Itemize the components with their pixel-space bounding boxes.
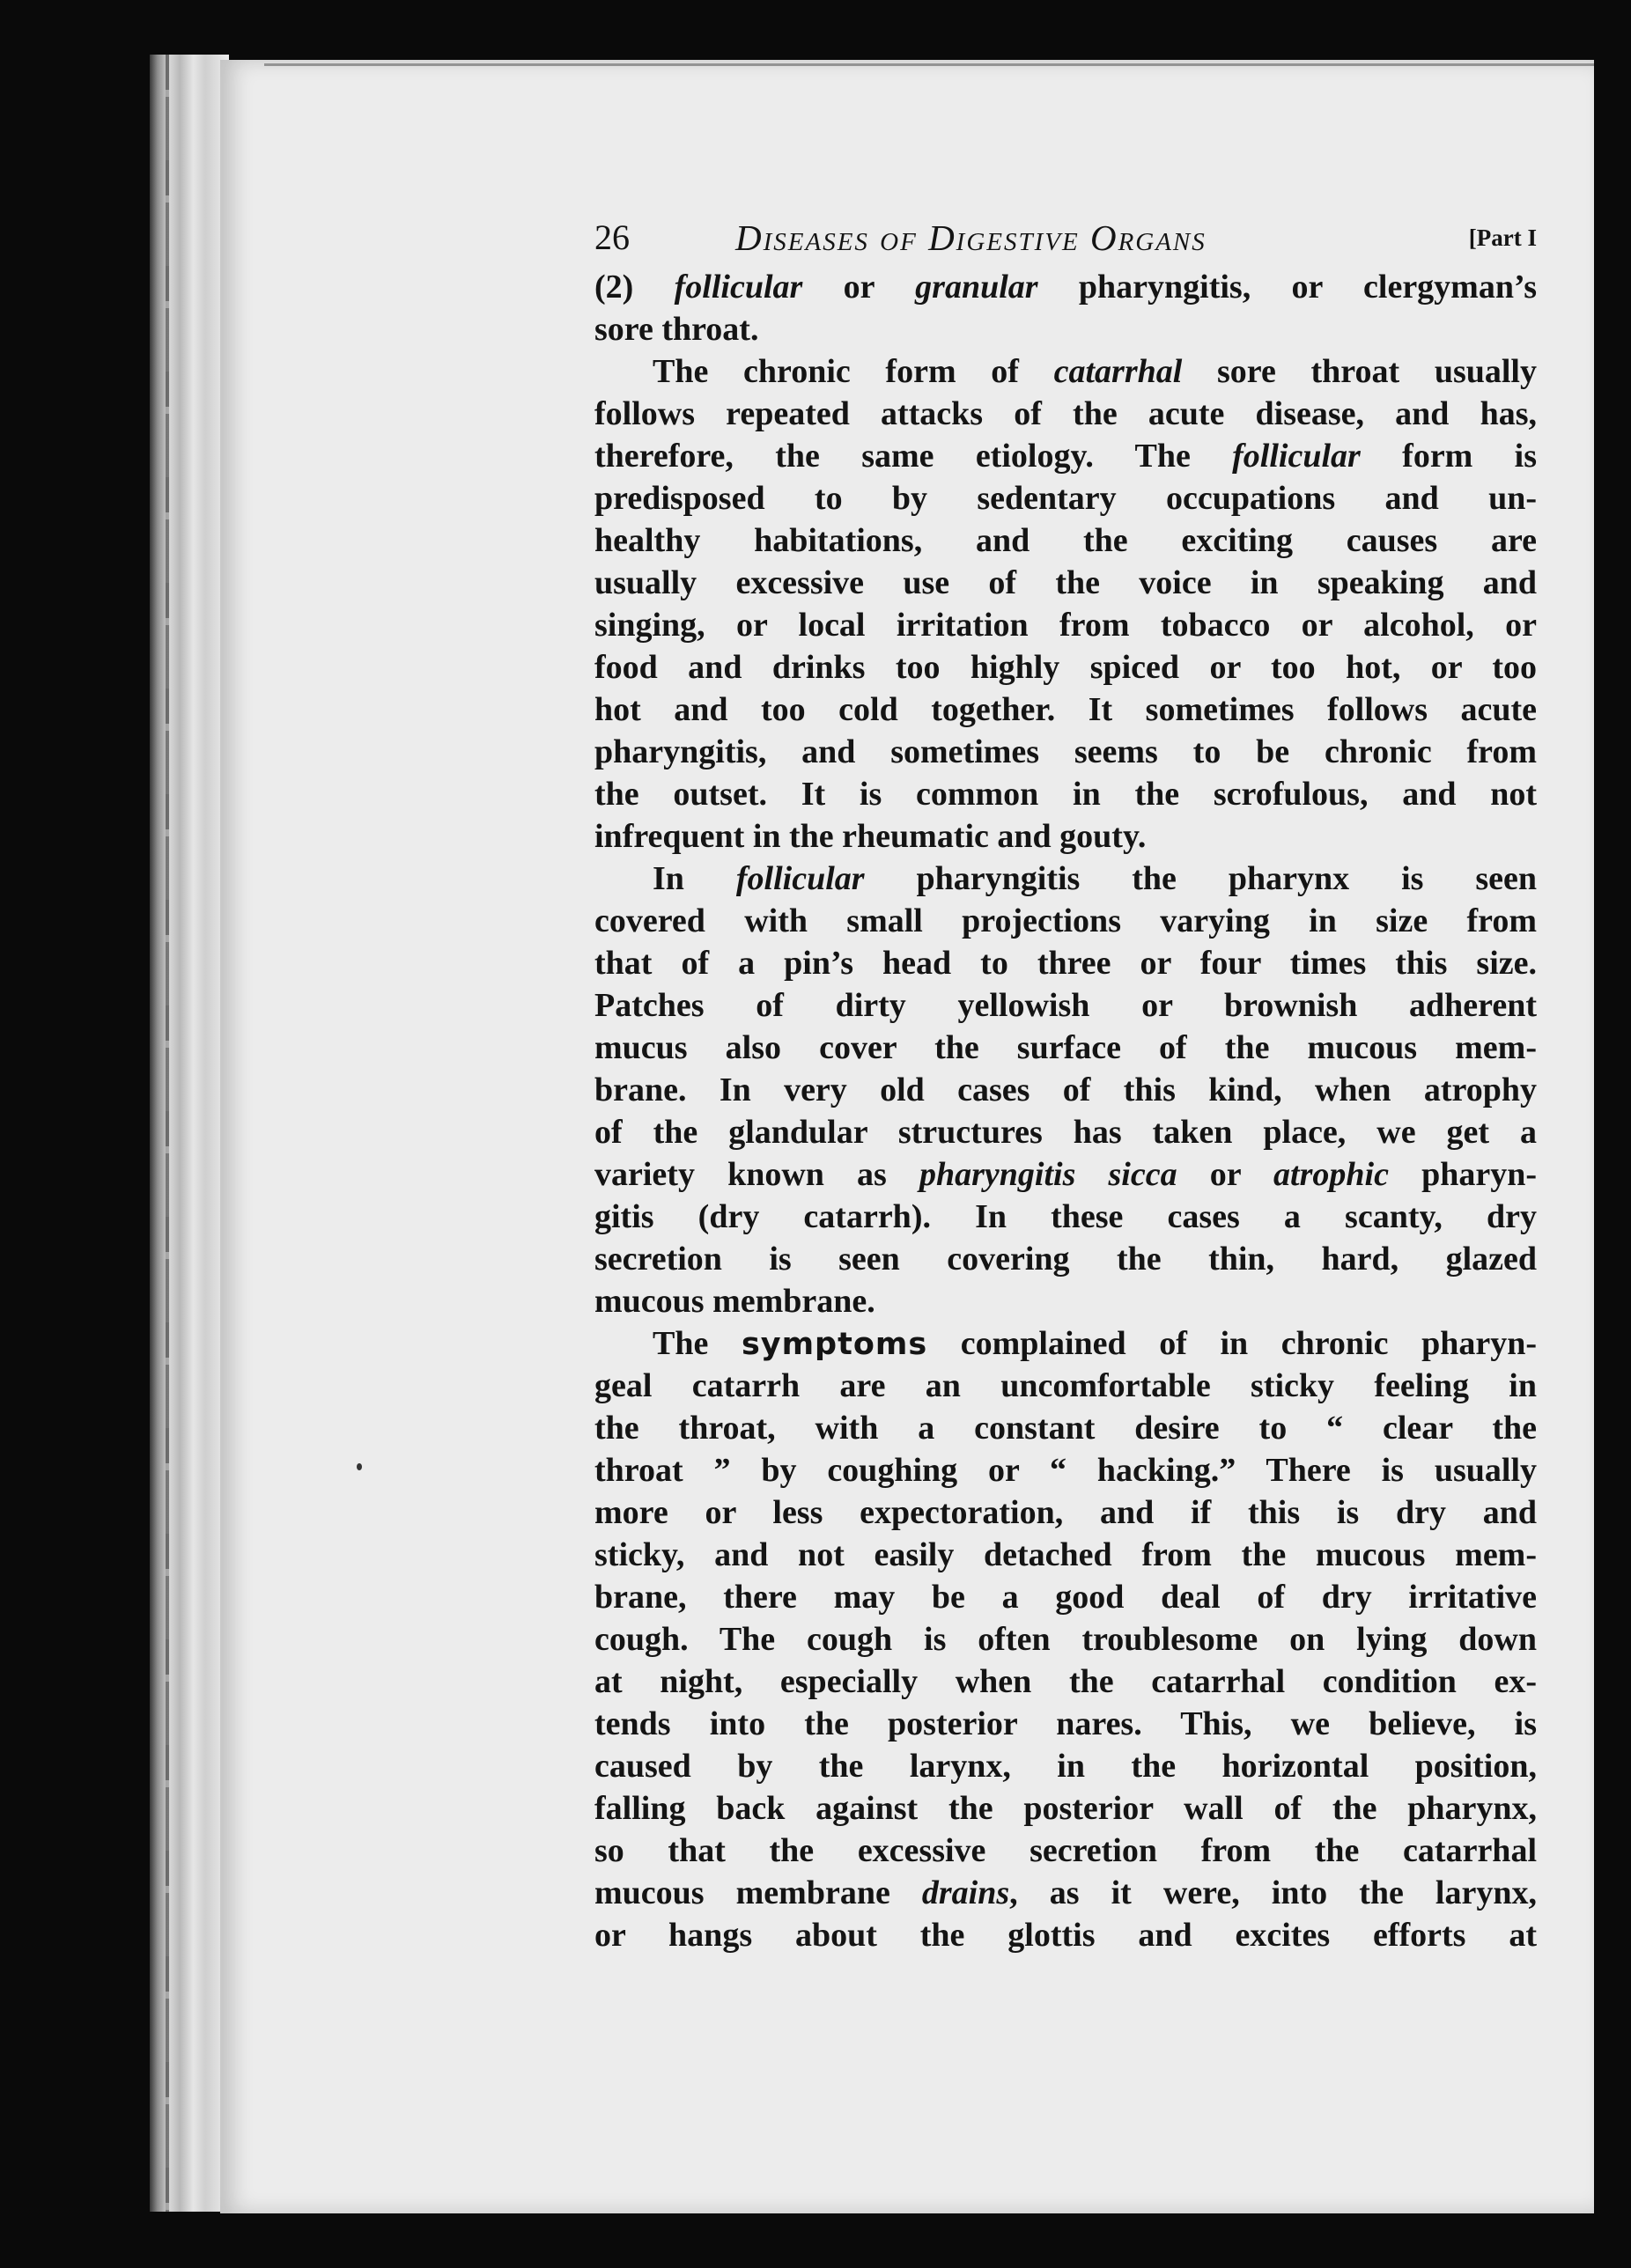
- italic-term: pharyngitis sicca: [919, 1156, 1177, 1193]
- text-run: falling back against the posterior wall of the pharynx,: [594, 1790, 1537, 1827]
- text-run: mucous membrane.: [594, 1283, 875, 1320]
- text-run: brane, there may be a good deal of dry irritative: [594, 1579, 1537, 1616]
- text-line: [594, 1576, 1537, 1618]
- text-run: food and drinks too highly spiced or too hot, or too: [594, 649, 1537, 686]
- text-run: throat ” by coughing or “ hacking.” There is usually: [594, 1452, 1537, 1489]
- text-run: mucus also cover the surface of the mucous mem-: [594, 1029, 1537, 1066]
- italic-term: granular: [915, 269, 1038, 306]
- italic-term: drains: [921, 1874, 1010, 1911]
- text-line: [594, 1534, 1537, 1576]
- text-line: [594, 1365, 1537, 1407]
- running-head: [594, 210, 1537, 266]
- italic-term: atrophic: [1273, 1156, 1389, 1193]
- text-run: hot and too cold together. It sometimes follows acute: [594, 691, 1537, 728]
- text-line: [594, 815, 1537, 858]
- text-run: variety known as: [594, 1156, 919, 1193]
- text-run: pharyn-: [1388, 1156, 1538, 1193]
- text-run: singing, or local irritation from tobacco or alcohol, or: [594, 607, 1537, 644]
- text-run: The: [653, 1325, 742, 1362]
- text-line: [594, 1491, 1537, 1534]
- text-run: follows repeated attacks of the acute disease, and has,: [594, 395, 1537, 432]
- text-line: [594, 731, 1537, 773]
- text-line: [594, 1027, 1537, 1069]
- text-line: [594, 1618, 1537, 1660]
- text-line: [594, 1703, 1537, 1745]
- text-run: tends into the posterior nares. This, we believe, is: [594, 1705, 1537, 1742]
- italic-term: follicular: [674, 269, 803, 306]
- italic-term: catarrhal: [1053, 353, 1183, 390]
- page-content: [594, 210, 1537, 1956]
- text-run: geal catarrh are an uncomfortable sticky feeling in: [594, 1367, 1537, 1404]
- text-line: [594, 308, 1537, 350]
- text-run: the throat, with a constant desire to “ clear the: [594, 1410, 1537, 1447]
- text-run: brane. In very old cases of this kind, when atrophy: [594, 1071, 1537, 1108]
- text-line: [594, 1787, 1537, 1830]
- italic-term: follicular: [735, 860, 865, 897]
- text-run: sore throat.: [594, 311, 759, 348]
- text-line: [594, 1745, 1537, 1787]
- text-run: caused by the larynx, in the horizontal position,: [594, 1748, 1537, 1785]
- text-run: pharyngitis the pharynx is seen: [864, 860, 1538, 897]
- body-text: [594, 266, 1537, 1956]
- text-line: [594, 1196, 1537, 1238]
- text-line: [594, 562, 1537, 604]
- italic-term: follicular: [1232, 438, 1361, 475]
- text-run: at night, especially when the catarrhal condition ex-: [594, 1663, 1537, 1700]
- text-line: [594, 900, 1537, 942]
- text-line: [594, 858, 1537, 900]
- text-run: cough. The cough is often troublesome on lying down: [594, 1621, 1537, 1658]
- text-run: infrequent in the rheumatic and gouty.: [594, 818, 1147, 855]
- text-line: [594, 1872, 1537, 1914]
- text-line: [594, 1449, 1537, 1491]
- text-line: [594, 1914, 1537, 1956]
- text-run: gitis (dry catarrh). In these cases a scanty, dry: [594, 1198, 1537, 1235]
- text-line: [594, 1322, 1537, 1365]
- text-line: [594, 646, 1537, 688]
- page-top-edge: [264, 63, 1594, 66]
- text-run: pharyngitis, and sometimes seems to be chronic from: [594, 733, 1537, 770]
- text-run: pharyngitis, or clergyman’s: [1037, 269, 1538, 306]
- text-line: [594, 604, 1537, 646]
- text-run: secretion is seen covering the thin, hard, glazed: [594, 1241, 1537, 1278]
- text-line: [594, 1238, 1537, 1280]
- text-line: [594, 1407, 1537, 1449]
- ink-speck: [357, 1463, 362, 1470]
- text-run: The chronic form of: [653, 353, 1054, 390]
- part-label: [Part I: [1468, 225, 1537, 251]
- text-run: sore throat usually: [1182, 353, 1537, 390]
- bold-term: symptoms: [741, 1327, 928, 1362]
- text-run: more or less expectoration, and if this is dry and: [594, 1494, 1537, 1531]
- text-run: complained of in chronic pharyn-: [927, 1325, 1537, 1362]
- text-run: healthy habitations, and the exciting causes are: [594, 522, 1537, 559]
- text-run: covered with small projections varying in size from: [594, 902, 1537, 939]
- text-line: [594, 1280, 1537, 1322]
- text-run: sticky, and not easily detached from the mucous mem-: [594, 1536, 1537, 1573]
- text-run: (2): [594, 269, 675, 306]
- text-line: [594, 1660, 1537, 1703]
- text-line: [594, 688, 1537, 731]
- text-run: Patches of dirty yellowish or brownish adherent: [594, 987, 1537, 1024]
- text-run: or: [1177, 1156, 1274, 1193]
- text-line: [594, 942, 1537, 984]
- text-run: usually excessive use of the voice in speaking and: [594, 564, 1537, 601]
- text-line: [594, 1069, 1537, 1111]
- text-run: In: [653, 860, 736, 897]
- book-binding-edge: [150, 55, 229, 2212]
- text-line: [594, 1830, 1537, 1872]
- text-run: so that the excessive secretion from the catarrhal: [594, 1832, 1537, 1869]
- text-run: therefore, the same etiology. The: [594, 438, 1233, 475]
- text-line: [594, 266, 1537, 308]
- text-line: [594, 984, 1537, 1027]
- text-run: the outset. It is common in the scrofulous, and not: [594, 776, 1537, 813]
- text-line: [594, 350, 1537, 393]
- text-run: of the glandular structures has taken place, we get a: [594, 1114, 1537, 1151]
- text-run: mucous membrane: [594, 1874, 922, 1911]
- text-run: that of a pin’s head to three or four times this size.: [594, 945, 1537, 982]
- text-line: [594, 773, 1537, 815]
- page-number: 26: [594, 217, 630, 257]
- text-line: [594, 1153, 1537, 1196]
- text-line: [594, 519, 1537, 562]
- text-line: [594, 1111, 1537, 1153]
- text-run: or: [802, 269, 916, 306]
- text-line: [594, 477, 1537, 519]
- text-line: [594, 435, 1537, 477]
- text-run: or hangs about the glottis and excites efforts at: [594, 1917, 1537, 1954]
- running-title: Diseases of Digestive Organs: [735, 217, 1207, 258]
- text-run: form is: [1360, 438, 1537, 475]
- text-run: , as it were, into the larynx,: [1009, 1874, 1537, 1911]
- text-line: [594, 393, 1537, 435]
- text-run: predisposed to by sedentary occupations and un-: [594, 480, 1537, 517]
